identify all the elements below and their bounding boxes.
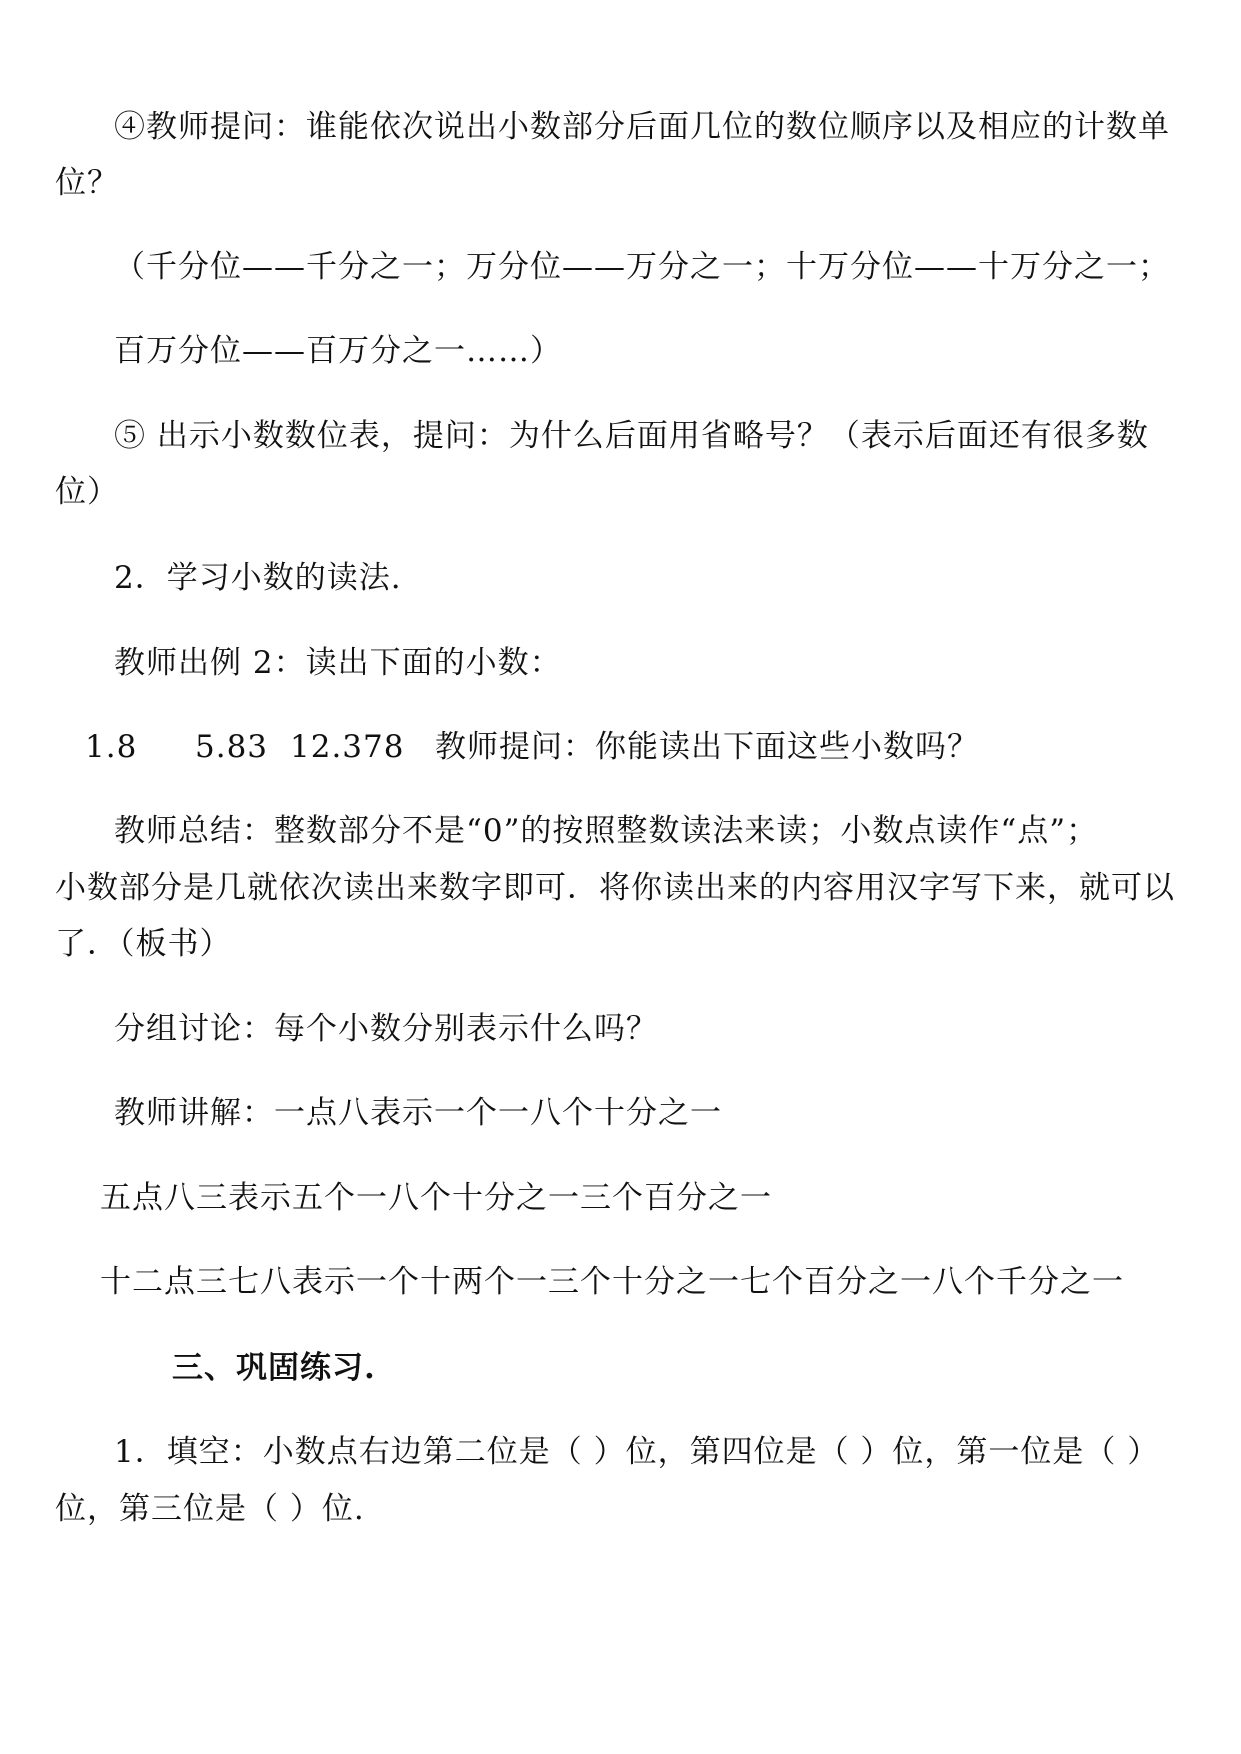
paragraph-show-table: ⑤ 出示小数数位表，提问：为什么后面用省略号？（表示后面还有很多数 [114, 418, 1149, 454]
example-number-3: 12.378 [290, 729, 405, 765]
paragraph-teacher-summary: 教师总结：整数部分不是“0”的按照整数读法来读；小数点读作“点”； [114, 813, 1099, 849]
exercise-fill-blank: 1．填空：小数点右边第二位是（ ）位，第四位是（ ）位，第一位是（ ） [114, 1434, 1160, 1470]
paragraph-teacher-summary-cont-2: 了．（板书） [55, 926, 232, 962]
section-heading-practice: 三、巩固练习. [172, 1350, 376, 1386]
paragraph-place-values-cont: 百万分位——百万分之一……） [114, 333, 562, 369]
paragraph-place-values: （千分位——千分之一；万分位——万分之一；十万分位——十万分之一； [114, 249, 1170, 285]
paragraph-show-table-cont: 位） [55, 474, 119, 510]
paragraph-teacher-explain-3: 十二点三七八表示一个十两个一三个十分之一七个百分之一八个千分之一 [100, 1264, 1124, 1300]
paragraph-teacher-explain-2: 五点八三表示五个一八个十分之一三个百分之一 [100, 1180, 772, 1216]
section-heading-reading-decimals: 2．学习小数的读法. [114, 560, 402, 596]
example-question: 教师提问：你能读出下面这些小数吗？ [435, 729, 979, 765]
example-numbers-row [85, 729, 979, 772]
paragraph-example-2: 教师出例 2：读出下面的小数： [114, 645, 562, 681]
exercise-fill-blank-cont: 位，第三位是（ ）位. [55, 1491, 365, 1527]
paragraph-group-discussion: 分组讨论：每个小数分别表示什么吗？ [114, 1011, 658, 1047]
paragraph-teacher-explain-1: 教师讲解：一点八表示一个一八个十分之一 [114, 1095, 722, 1131]
example-number-2: 5.83 [195, 729, 269, 765]
paragraph-teacher-summary-cont-1: 小数部分是几就依次读出来数字即可．将你读出来的内容用汉字写下来，就可以 [55, 870, 1175, 906]
paragraph-teacher-question-4-cont: 位？ [55, 165, 119, 201]
paragraph-teacher-question-4: ④教师提问：谁能依次说出小数部分后面几位的数位顺序以及相应的计数单 [114, 109, 1170, 145]
example-number-1: 1.8 [85, 729, 138, 765]
